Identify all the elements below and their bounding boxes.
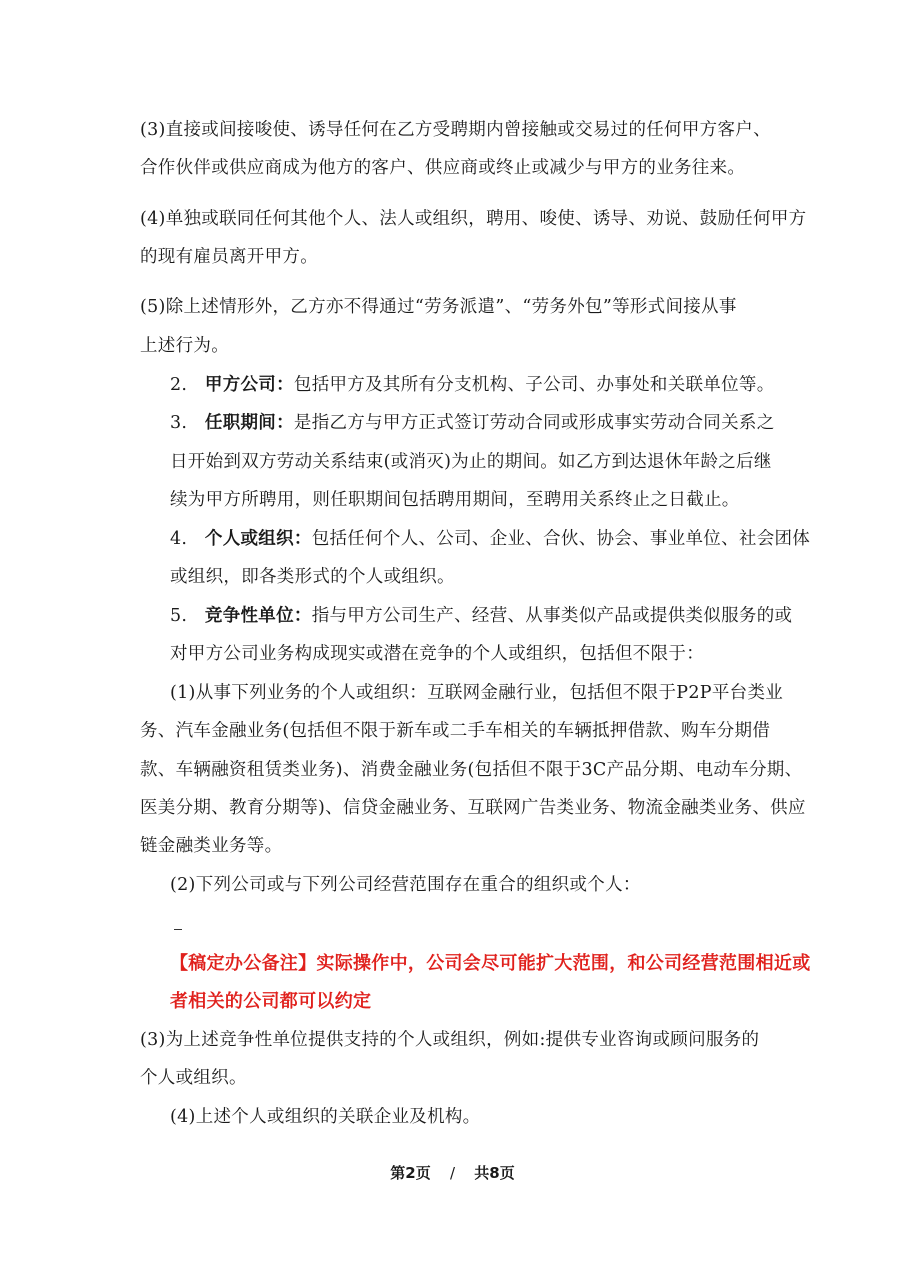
definition-item-2 xyxy=(170,373,775,397)
editor-note: 【稿定办公备注】实际操作中，公司会尽可能扩大范围，和公司经营范围相近或 xyxy=(170,953,811,974)
definition-item-3 xyxy=(170,411,775,435)
text-line: 个人或组织。 xyxy=(140,1068,247,1088)
page-number: 第2页 xyxy=(390,1164,431,1182)
text-line: (2)下列公司或与下列公司经营范围存在重合的组织或个人： xyxy=(170,875,641,895)
dash-mark xyxy=(174,929,182,930)
text-line: 链金融类业务等。 xyxy=(140,836,283,856)
item-number: 4. xyxy=(170,529,188,549)
text-line: 对甲方公司业务构成现实或潜在竞争的个人或组织，包括但不限于： xyxy=(170,644,704,664)
text-line: (1)从事下列业务的个人或组织：互联网金融行业，包括但不限于P2P平台类业 xyxy=(170,683,784,703)
text-line: 款、车辆融资租赁类业务)、消费金融业务(包括但不限于3C产品分期、电动车分期、 xyxy=(140,760,803,780)
text-line: (5)除上述情形外，乙方亦不得通过“劳务派遣”、“劳务外包”等形式间接从事 xyxy=(140,297,737,317)
text-line: 日开始到双方劳动关系结束(或消灭)为止的期间。如乙方到达退休年龄之后继 xyxy=(170,452,772,472)
text-line: 上述行为。 xyxy=(140,336,229,356)
definition-item-4 xyxy=(170,527,810,551)
text-line: 续为甲方所聘用，则任职期间包括聘用期间，至聘用关系终止之日截止。 xyxy=(170,490,740,510)
item-number: 2. xyxy=(170,375,188,395)
definition-text: 指与甲方公司生产、经营、从事类似产品或提供类似服务的或 xyxy=(311,606,793,626)
item-number: 5. xyxy=(170,606,188,626)
text-line: 医美分期、教育分期等)、信贷金融业务、互联网广告类业务、物流金融类业务、供应 xyxy=(140,798,806,818)
defined-term: 个人或组织： xyxy=(204,529,312,549)
defined-term: 任职期间： xyxy=(204,413,294,433)
definition-text: 包括甲方及其所有分支机构、子公司、办事处和关联单位等。 xyxy=(293,375,775,395)
text-line: 务、汽车金融业务(包括但不限于新车或二手车相关的车辆抵押借款、购车分期借 xyxy=(140,721,771,741)
text-line: 或组织，即各类形式的个人或组织。 xyxy=(170,567,455,587)
defined-term: 甲方公司： xyxy=(204,375,294,395)
text-line: (3)为上述竞争性单位提供支持的个人或组织，例如:提供专业咨询或顾问服务的 xyxy=(140,1030,760,1050)
defined-term: 竞争性单位： xyxy=(204,606,312,626)
definition-item-5 xyxy=(170,604,792,628)
text-line: 合作伙伴或供应商成为他方的客户、供应商或终止或减少与甲方的业务往来。 xyxy=(140,158,746,178)
page-footer xyxy=(0,1162,905,1183)
text-line: (4)上述个人或组织的关联企业及机构。 xyxy=(170,1107,481,1127)
definition-text: 是指乙方与甲方正式签订劳动合同或形成事实劳动合同关系之 xyxy=(293,413,775,433)
definition-text: 包括任何个人、公司、企业、合伙、协会、事业单位、社会团体 xyxy=(311,529,811,549)
text-line: (4)单独或联同任何其他个人、法人或组织，聘用、唆使、诱导、劝说、鼓励任何甲方 xyxy=(140,209,807,229)
text-line: 的现有雇员离开甲方。 xyxy=(140,247,318,267)
page-total: 共8页 xyxy=(474,1164,515,1182)
item-number: 3. xyxy=(170,413,188,433)
editor-note: 者相关的公司都可以约定 xyxy=(170,991,372,1012)
text-line: (3)直接或间接唆使、诱导任何在乙方受聘期内曾接触或交易过的任何甲方客户、 xyxy=(140,120,771,140)
page-separator: / xyxy=(449,1164,456,1182)
